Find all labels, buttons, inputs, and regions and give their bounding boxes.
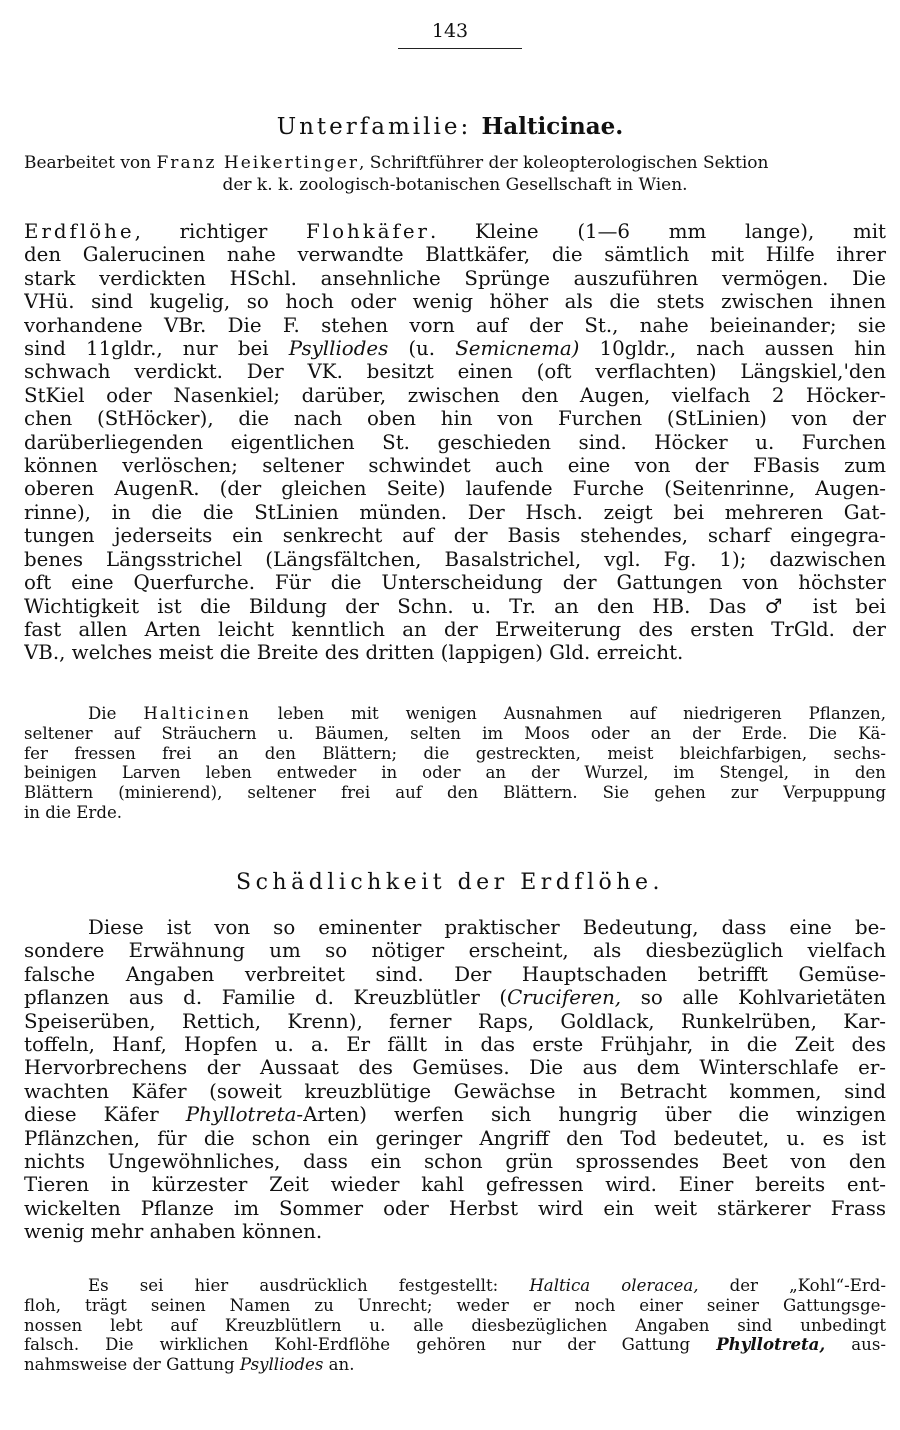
text-line: toffeln, Hanf, Hopfen u. a. Er fällt in das erste Frühjahr, in die Zeit des: [24, 1033, 886, 1057]
term-erdfloehe: Erdflöhe: [24, 220, 135, 243]
subfamily-title-prefix: Unterfamilie:: [276, 114, 482, 140]
author-name: Franz Heikertinger: [156, 153, 359, 173]
text-line: [24, 986, 886, 1009]
text-line: tungen jederseits ein senkrecht auf der Basis stehendes, scharf eingegra-: [24, 524, 886, 548]
text-line: chen (StHöcker), die nach oben hin von Furchen (StLinien) von der: [24, 407, 886, 431]
text-line: schwach verdickt. Der VK. besitzt einen (oft verflachten) Längskiel,'den: [24, 360, 886, 384]
text-line: falsche Angaben verbreitet sind. Der Hauptschaden betrifft Gemüse-: [24, 962, 886, 986]
text-span: -Arten) werfen sich hungrig über die winzigen: [296, 1103, 886, 1127]
text-line: wachten Käfer (soweit kreuzblütige Gewächse in Betracht kommen, sind: [24, 1079, 886, 1103]
text-line: vorhandene VBr. Die F. stehen vorn auf der St., nahe beieinander; sie: [24, 313, 886, 337]
text-line: können verlöschen; seltener schwindet auch eine von der FBasis zum: [24, 454, 886, 478]
text-line: nichts Ungewöhnliches, dass ein schon grün sprossendes Beet von den: [24, 1150, 886, 1174]
term-flohkaefer: Flohkäfer: [306, 220, 430, 243]
text-line: rinne), in die die StLinien münden. Der Hsch. zeigt bei mehreren Gat-: [24, 500, 886, 524]
text-line: sondere Erwähnung um so nötiger erscheint, als diesbezüglich vielfach: [24, 939, 886, 963]
text-line: nossen lebt auf Kreuzblütlern u. alle diesbezüglichen Angaben sind unbedingt: [24, 1315, 886, 1335]
species-name: Haltica oleracea,: [529, 1276, 699, 1295]
taxon-name: Cruciferen,: [507, 986, 622, 1010]
text-line: [24, 1335, 886, 1355]
text-line: Diese ist von so eminenter praktischer Bedeutung, dass eine be-: [88, 916, 886, 939]
text-line: VHü. sind kugelig, so hoch oder wenig höher als die stets zwischen ihnen: [24, 290, 886, 314]
text-line: stark verdickten HSchl. ansehnliche Sprünge auszuführen vermögen. Die: [24, 266, 886, 290]
text-span: nahmsweise der Gattung: [24, 1355, 240, 1375]
text-span: an.: [323, 1355, 355, 1375]
biology-paragraph: [24, 704, 886, 823]
text-line: wickelten Pflanze im Sommer oder Herbst wird ein weit stärkerer Frass: [24, 1196, 886, 1220]
text-line: [24, 1276, 886, 1296]
text-span: , richtiger: [134, 220, 307, 243]
text-line: oberen AugenR. (der gleichen Seite) laufende Furche (Seitenrinne, Augen-: [24, 477, 886, 501]
harmfulness-paragraph: [24, 916, 886, 1244]
description-paragraph: [24, 220, 886, 665]
subfamily-title: [0, 112, 900, 142]
text-line: [24, 220, 886, 243]
genus-name: Psylliodes: [239, 1355, 324, 1375]
text-span: Es sei hier ausdrücklich festgestellt:: [88, 1276, 530, 1295]
text-line: in die Erde.: [24, 802, 123, 822]
note-paragraph: [24, 1276, 886, 1375]
text-line: benes Längsstrichel (Längsfältchen, Basalstrichel, vgl. Fg. 1); dazwischen: [24, 547, 886, 571]
text-line: darüberliegenden eigentlichen St. geschieden sind. Höcker u. Furchen: [24, 430, 886, 454]
text-line: den Galerucinen nahe verwandte Blattkäfer, die sämtlich mit Hilfe ihrer: [24, 243, 886, 267]
text-span: pflanzen aus d. Familie d. Kreuzblütler (: [24, 986, 508, 1010]
text-line: [24, 704, 886, 724]
genus-name: Phyllotreta,: [716, 1335, 826, 1355]
page-number: 143: [431, 20, 469, 42]
text-span: . Kleine (1—6 mm lange), mit: [430, 220, 886, 243]
section-heading: Schädlichkeit der Erdflöhe.: [236, 870, 664, 895]
author-credit-text: , Schriftführer der koleopterologischen Sektion: [358, 153, 769, 173]
author-credit-line: der k. k. zoologisch-botanischen Gesellschaft in Wien.: [222, 175, 688, 195]
text-line: oft eine Querfurche. Für die Unterscheidung der Gattungen von höchster: [24, 571, 886, 595]
genus-name: Phyllotreta: [185, 1103, 297, 1127]
text-span: Die: [88, 704, 144, 723]
text-line: Blättern (minierend), seltener frei auf den Blättern. Sie gehen zur Verpuppung: [24, 783, 886, 803]
text-line: beinigen Larven leben entweder in oder an der Wurzel, im Stengel, in den: [24, 763, 886, 783]
text-line: floh, trägt seinen Namen zu Unrecht; weder er noch einer seiner Gattungsge-: [24, 1295, 886, 1315]
text-line: StKiel oder Nasenkiel; darüber, zwischen den Augen, vielfach 2 Höcker-: [24, 383, 886, 407]
author-credit: [24, 152, 886, 196]
text-span: sind 11gldr., nur bei: [24, 337, 289, 361]
text-line: Speiserüben, Rettich, Krenn), ferner Raps, Goldlack, Runkelrüben, Kar-: [24, 1009, 886, 1033]
text-span: der „Kohl“-Erd-: [698, 1276, 886, 1295]
genus-name: Semicnema): [455, 337, 580, 361]
term-halticinen: Halticinen: [143, 704, 251, 723]
text-line: wenig mehr anhaben können.: [24, 1220, 323, 1244]
page-number-rule: [398, 48, 522, 49]
subfamily-title-name: Halticinae.: [481, 113, 624, 140]
author-credit-line: [24, 152, 886, 174]
text-span: aus-: [825, 1335, 886, 1355]
text-line: VB., welches meist die Breite des dritten (lappigen) Gld. erreicht.: [24, 641, 684, 665]
text-span: leben mit wenigen Ausnahmen auf niedrigeren Pflanzen,: [250, 704, 886, 723]
text-span: falsch. Die wirklichen Kohl-Erdflöhe gehören nur der Gattung: [24, 1335, 717, 1355]
text-span: so alle Kohlvarietäten: [621, 986, 886, 1010]
text-line: Tieren in kürzester Zeit wieder kahl gefressen wird. Einer bereits ent-: [24, 1173, 886, 1197]
text-span: (u.: [388, 337, 456, 361]
text-span: diese Käfer: [24, 1103, 186, 1127]
text-line: Wichtigkeit ist die Bildung der Schn. u. Tr. an den HB. Das ♂ ist bei: [24, 594, 886, 618]
text-line: [24, 1355, 886, 1375]
text-line: seltener auf Sträuchern u. Bäumen, selten im Moos oder an der Erde. Die Kä-: [24, 723, 886, 743]
text-line: fast allen Arten leicht kenntlich an der Erweiterung des ersten TrGld. der: [24, 617, 886, 641]
text-line: Pflänzchen, für die schon ein geringer Angriff den Tod bedeutet, u. es ist: [24, 1126, 886, 1150]
genus-name: Psylliodes: [288, 337, 389, 361]
text-line: [24, 337, 886, 360]
author-credit-text: Bearbeitet von: [24, 153, 157, 173]
text-line: fer fressen frei an den Blättern; die gestreckten, meist bleichfarbigen, sechs-: [24, 743, 886, 763]
text-line: Hervorbrechens der Aussaat des Gemüses. Die aus dem Winterschlafe er-: [24, 1056, 886, 1080]
text-span: 10gldr., nach aussen hin: [579, 337, 886, 361]
text-line: [24, 1103, 886, 1126]
